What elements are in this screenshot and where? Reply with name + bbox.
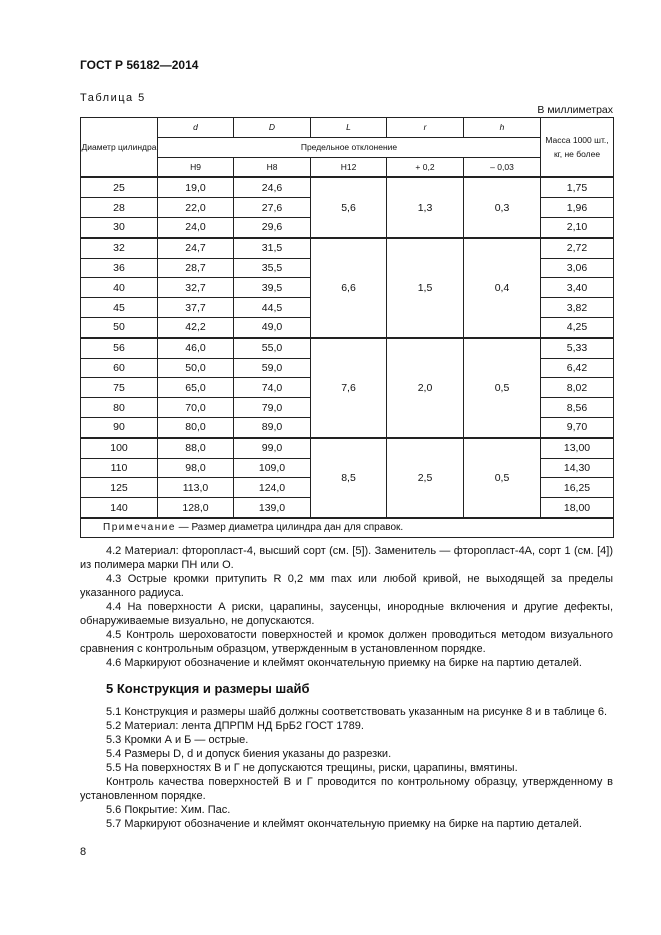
cell-mass: 4,25 — [541, 317, 614, 337]
tolerance-L: H12 — [311, 157, 387, 177]
dimensions-table — [80, 117, 614, 538]
paragraph: 5.6 Покрытие: Хим. Пас. — [106, 804, 231, 816]
table-row — [81, 177, 614, 197]
cell-D: 24,6 — [234, 177, 311, 197]
paragraph: 5.5 На поверхностях В и Г не допускаются трещины, риски, царапины, вмятины. — [106, 762, 518, 774]
paragraph: 5.3 Кромки А и Б — острые. — [106, 734, 249, 746]
cell-diameter: 56 — [81, 338, 158, 358]
header-L: L — [311, 118, 387, 138]
cell-D: 44,5 — [234, 298, 311, 318]
paragraph: Контроль качества поверхностей В и Г проводится по контрольному образцу, утвержденному в установленном порядке. — [80, 776, 613, 802]
cell-diameter: 100 — [81, 438, 158, 458]
cell-d: 70,0 — [158, 398, 234, 418]
cell-d: 37,7 — [158, 298, 234, 318]
header-d: d — [158, 118, 234, 138]
cell-mass: 2,72 — [541, 238, 614, 258]
tolerance-D: H8 — [234, 157, 311, 177]
cell-mass: 5,33 — [541, 338, 614, 358]
cell-D: 27,6 — [234, 198, 311, 218]
cell-D: 109,0 — [234, 458, 311, 478]
header-deviation: Предельное отклонение — [158, 137, 541, 157]
cell-diameter: 90 — [81, 417, 158, 437]
cell-mass: 3,06 — [541, 258, 614, 278]
paragraph: 4.5 Контроль шероховатости поверхностей и кромок должен проводиться методом визуального сравнения с контрольным образцом, утвержденным в установленном порядке. — [80, 629, 613, 655]
cell-diameter: 28 — [81, 198, 158, 218]
section-5-text — [80, 705, 613, 831]
cell-diameter: 36 — [81, 258, 158, 278]
cell-mass: 14,30 — [541, 458, 614, 478]
table-header-row — [81, 137, 614, 157]
paragraph: 4.2 Материал: фторопласт-4, высший сорт (см. [5]). Заменитель — фторопласт-4А, сорт 1 (см. [4]) из полимера марки ПН или О. — [80, 545, 613, 571]
cell-h: 0,5 — [464, 438, 541, 518]
cell-diameter: 50 — [81, 317, 158, 337]
cell-L: 8,5 — [311, 438, 387, 518]
cell-D: 55,0 — [234, 338, 311, 358]
cell-d: 46,0 — [158, 338, 234, 358]
tolerance-h: – 0,03 — [464, 157, 541, 177]
cell-r: 2,0 — [387, 338, 464, 438]
cell-diameter: 80 — [81, 398, 158, 418]
units-label: В миллиметрах — [537, 104, 613, 116]
cell-d: 128,0 — [158, 498, 234, 518]
cell-diameter: 125 — [81, 478, 158, 498]
cell-mass: 2,10 — [541, 217, 614, 237]
paragraph: 4.3 Острые кромки притупить R 0,2 мм max или любой кривой, не выходящей за пределы указанного радиуса. — [80, 573, 613, 599]
cell-D: 59,0 — [234, 358, 311, 378]
cell-d: 65,0 — [158, 378, 234, 398]
cell-mass: 1,96 — [541, 198, 614, 218]
table-row — [81, 338, 614, 358]
cell-D: 99,0 — [234, 438, 311, 458]
cell-D: 124,0 — [234, 478, 311, 498]
cell-mass: 18,00 — [541, 498, 614, 518]
header-h: h — [464, 118, 541, 138]
cell-d: 42,2 — [158, 317, 234, 337]
cell-mass: 3,82 — [541, 298, 614, 318]
cell-diameter: 60 — [81, 358, 158, 378]
cell-d: 19,0 — [158, 177, 234, 197]
cell-diameter: 110 — [81, 458, 158, 478]
cell-d: 98,0 — [158, 458, 234, 478]
cell-r: 1,5 — [387, 238, 464, 338]
cell-diameter: 32 — [81, 238, 158, 258]
cell-d: 80,0 — [158, 417, 234, 437]
header-mass: Масса 1000 шт., кг, не более — [541, 118, 614, 178]
cell-diameter: 75 — [81, 378, 158, 398]
cell-r: 1,3 — [387, 177, 464, 237]
cell-diameter: 40 — [81, 278, 158, 298]
table-note — [81, 518, 614, 538]
cell-h: 0,4 — [464, 238, 541, 338]
header-diameter: Диаметр цилиндра — [81, 118, 158, 178]
page-number: 8 — [80, 846, 87, 858]
header-D: D — [234, 118, 311, 138]
cell-D: 31,5 — [234, 238, 311, 258]
header-r: r — [387, 118, 464, 138]
cell-L: 6,6 — [311, 238, 387, 338]
table-caption: Таблица 5 — [80, 92, 146, 104]
cell-mass: 1,75 — [541, 177, 614, 197]
paragraph: 5.1 Конструкция и размеры шайб должны соответствовать указанным на рисунке 8 и в таблице 6. — [106, 706, 608, 718]
cell-mass: 8,56 — [541, 398, 614, 418]
table-header-row — [81, 157, 614, 177]
cell-D: 79,0 — [234, 398, 311, 418]
cell-diameter: 25 — [81, 177, 158, 197]
table-note-row — [81, 518, 614, 538]
paragraph: 4.4 На поверхности А риски, царапины, заусенцы, инородные включения и другие дефекты, обнаруживаемые визуально, не допускаются. — [80, 601, 613, 627]
paragraph: 5.7 Маркируют обозначение и клеймят окончательную приемку на бирке на партию деталей. — [106, 818, 582, 830]
cell-r: 2,5 — [387, 438, 464, 518]
cell-D: 39,5 — [234, 278, 311, 298]
cell-D: 35,5 — [234, 258, 311, 278]
tolerance-d: H9 — [158, 157, 234, 177]
cell-D: 74,0 — [234, 378, 311, 398]
cell-d: 50,0 — [158, 358, 234, 378]
cell-diameter: 30 — [81, 217, 158, 237]
document-header: ГОСТ Р 56182—2014 — [80, 58, 199, 72]
cell-D: 89,0 — [234, 417, 311, 437]
cell-d: 24,0 — [158, 217, 234, 237]
cell-mass: 9,70 — [541, 417, 614, 437]
cell-L: 7,6 — [311, 338, 387, 438]
cell-D: 139,0 — [234, 498, 311, 518]
table-header-row — [81, 118, 614, 138]
note-text: — Размер диаметра цилиндра дан для справок. — [175, 521, 404, 533]
paragraph: 4.6 Маркируют обозначение и клеймят окончательную приемку на бирке на партию деталей. — [106, 657, 582, 669]
paragraph: 5.2 Материал: лента ДПРПМ НД БрБ2 ГОСТ 1789. — [106, 720, 364, 732]
note-label: Примечание — [103, 521, 176, 533]
cell-mass: 8,02 — [541, 378, 614, 398]
cell-d: 22,0 — [158, 198, 234, 218]
cell-h: 0,5 — [464, 338, 541, 438]
cell-d: 113,0 — [158, 478, 234, 498]
cell-L: 5,6 — [311, 177, 387, 237]
table-row — [81, 438, 614, 458]
cell-d: 24,7 — [158, 238, 234, 258]
cell-d: 88,0 — [158, 438, 234, 458]
cell-h: 0,3 — [464, 177, 541, 237]
table-row — [81, 238, 614, 258]
cell-D: 49,0 — [234, 317, 311, 337]
cell-d: 32,7 — [158, 278, 234, 298]
cell-D: 29,6 — [234, 217, 311, 237]
cell-mass: 16,25 — [541, 478, 614, 498]
cell-mass: 13,00 — [541, 438, 614, 458]
cell-mass: 3,40 — [541, 278, 614, 298]
cell-d: 28,7 — [158, 258, 234, 278]
cell-mass: 6,42 — [541, 358, 614, 378]
section-5-title: 5 Конструкция и размеры шайб — [106, 681, 310, 696]
paragraph: 5.4 Размеры D, d и допуск биения указаны до разрезки. — [106, 748, 392, 760]
tolerance-r: + 0,2 — [387, 157, 464, 177]
cell-diameter: 140 — [81, 498, 158, 518]
section-4-text — [80, 544, 613, 670]
cell-diameter: 45 — [81, 298, 158, 318]
